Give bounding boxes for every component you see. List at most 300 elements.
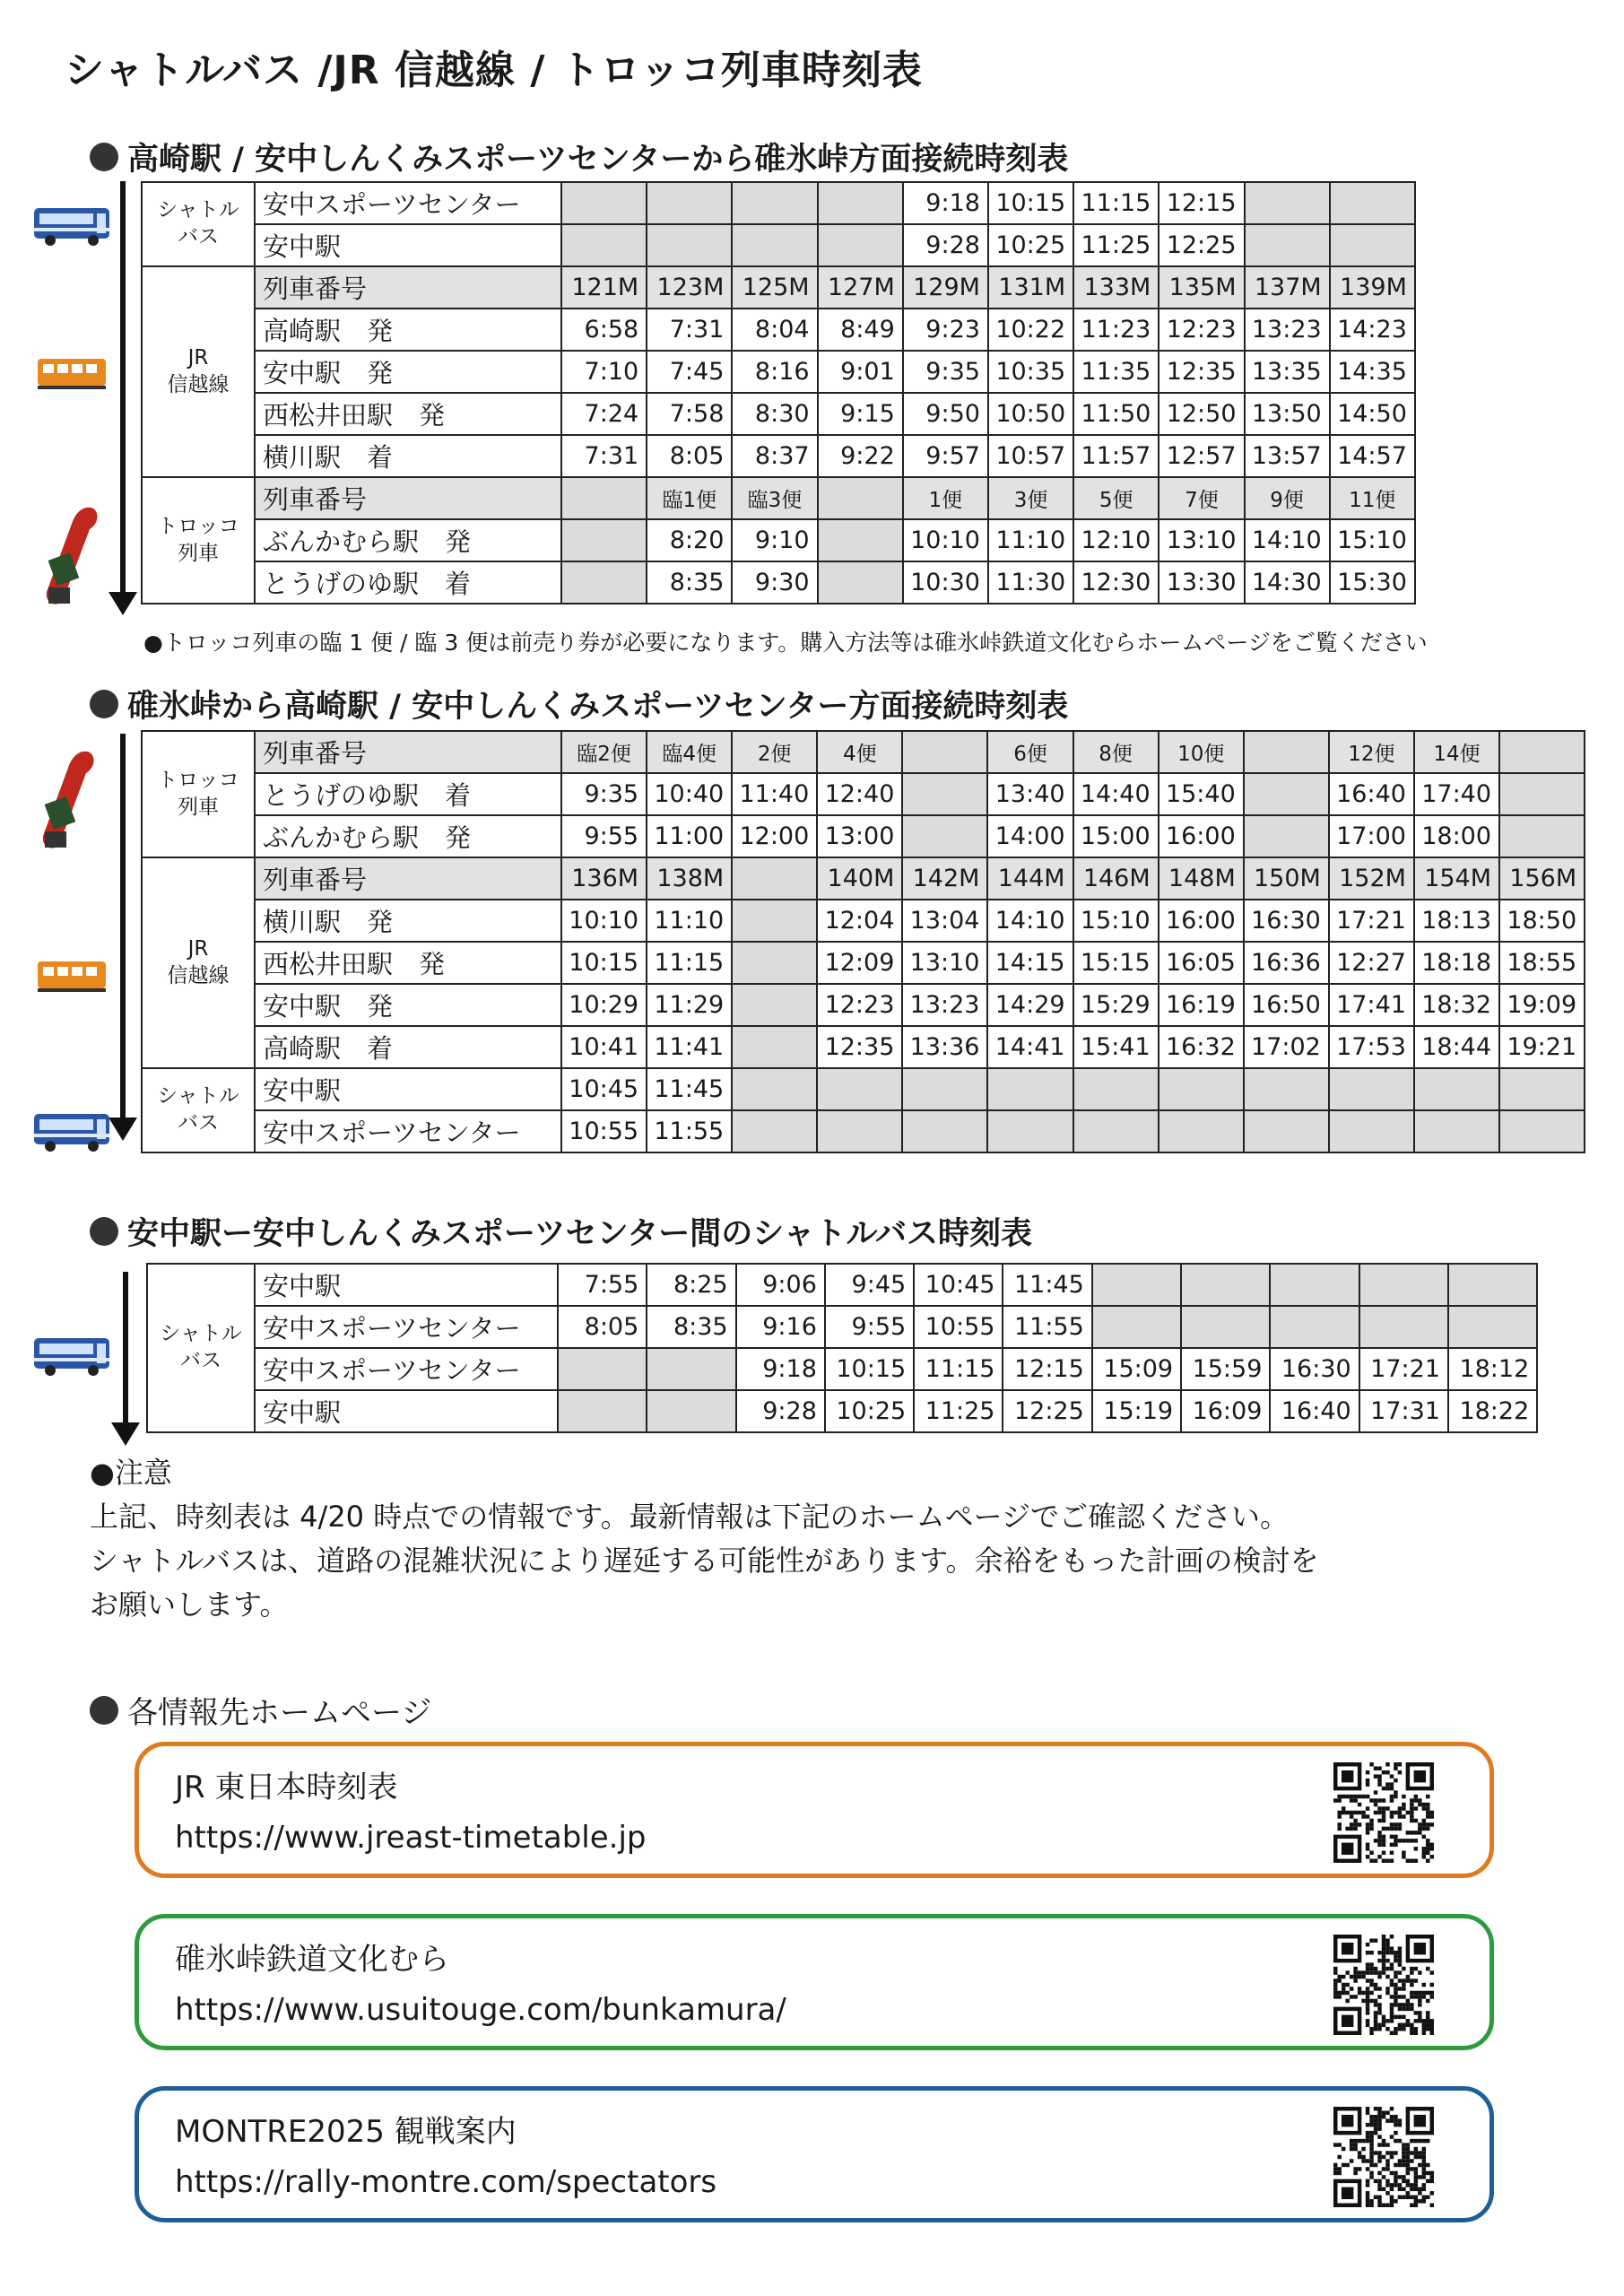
row-label: 安中駅 (255, 1390, 558, 1432)
down-arrow-line (123, 1272, 128, 1424)
bullet-icon (90, 690, 118, 718)
timetable-row (142, 266, 1415, 309)
time-cell: 11:00 (647, 815, 732, 857)
empty-cell (1329, 1068, 1414, 1110)
time-cell: 14:30 (1245, 561, 1330, 604)
empty-cell (558, 1348, 647, 1390)
time-cell: 9:06 (736, 1264, 825, 1306)
link-url[interactable]: https://www.jreast-timetable.jp (175, 1820, 647, 1856)
time-cell: 8:37 (732, 435, 817, 477)
time-cell: 16:09 (1181, 1390, 1270, 1432)
empty-cell (1073, 1110, 1159, 1152)
time-cell: 10便 (1159, 731, 1244, 773)
time-cell: 15:10 (1330, 519, 1415, 561)
empty-cell (1330, 182, 1415, 224)
time-cell: 9:57 (903, 435, 988, 477)
time-cell: 121M (561, 266, 647, 309)
time-cell: 13:23 (1245, 309, 1330, 351)
empty-cell (987, 1110, 1073, 1152)
time-cell: 13:00 (817, 815, 902, 857)
link-box-usui-bunkamura[interactable] (135, 1914, 1494, 2050)
time-cell: 9:55 (825, 1306, 914, 1348)
time-cell: 16:30 (1270, 1348, 1359, 1390)
time-cell: 11:25 (1073, 224, 1159, 266)
empty-cell (817, 1110, 902, 1152)
time-cell: 15:09 (1092, 1348, 1181, 1390)
empty-cell (1245, 182, 1330, 224)
time-cell: 11:41 (647, 1026, 732, 1068)
time-cell: 12:35 (1159, 351, 1244, 393)
time-cell: 10:35 (988, 351, 1073, 393)
time-cell: 16:36 (1244, 942, 1329, 984)
time-cell: 7:58 (647, 393, 732, 435)
link-name: 碓氷峠鉄道文化むら (175, 1942, 449, 1978)
empty-cell (1448, 1264, 1537, 1306)
empty-cell (1159, 1110, 1244, 1152)
time-cell: 11:15 (647, 942, 732, 984)
row-label: 列車番号 (255, 857, 561, 900)
time-cell: 17:41 (1329, 984, 1414, 1026)
timetable-row (147, 1306, 1537, 1348)
time-cell: 15:59 (1181, 1348, 1270, 1390)
empty-cell (1073, 1068, 1159, 1110)
empty-cell (732, 1068, 817, 1110)
row-label: 西松井田駅 発 (255, 942, 561, 984)
time-cell: 18:18 (1414, 942, 1499, 984)
down-arrow-line (120, 181, 126, 594)
links-heading-text: 各情報先ホームページ (127, 1695, 432, 1731)
time-cell: 12:50 (1159, 393, 1244, 435)
empty-cell (902, 1110, 987, 1152)
links-heading (90, 1688, 431, 1732)
time-cell: 8:35 (647, 1306, 735, 1348)
time-cell: 129M (903, 266, 988, 309)
row-label: 安中スポーツセンター (255, 1348, 558, 1390)
row-label: 安中スポーツセンター (255, 1306, 558, 1348)
time-cell: 15:30 (1330, 561, 1415, 604)
time-cell: 10:15 (988, 182, 1073, 224)
time-cell: 10:29 (561, 984, 647, 1026)
timetable-row (142, 942, 1585, 984)
time-cell: 14:41 (987, 1026, 1073, 1068)
time-cell: 14便 (1414, 731, 1499, 773)
time-cell: 16:40 (1329, 773, 1414, 815)
link-url[interactable]: https://rally-montre.com/spectators (175, 2164, 717, 2200)
bullet-icon (90, 143, 118, 171)
time-cell: 14:50 (1330, 393, 1415, 435)
time-cell: 4便 (817, 731, 902, 773)
time-cell: 10:25 (988, 224, 1073, 266)
time-cell: 19:09 (1499, 984, 1585, 1026)
section2-heading-text: 碓氷峠から高崎駅 / 安中しんくみスポーツセンター方面接続時刻表 (127, 689, 1069, 725)
empty-cell (1499, 815, 1585, 857)
time-cell: 17:40 (1414, 773, 1499, 815)
empty-cell (732, 182, 817, 224)
page-title: シャトルバス /JR 信越線 / トロッコ列車時刻表 (65, 48, 923, 93)
row-label: ぶんかむら駅 発 (255, 815, 561, 857)
empty-cell (902, 815, 987, 857)
time-cell: 10:25 (825, 1390, 914, 1432)
timetable-row (142, 773, 1585, 815)
time-cell: 2便 (732, 731, 817, 773)
time-cell: 6:58 (561, 309, 647, 351)
time-cell: 16:00 (1159, 900, 1244, 942)
time-cell: 135M (1159, 266, 1244, 309)
bullet-icon (90, 1696, 118, 1725)
empty-cell (818, 224, 903, 266)
time-cell: 11:50 (1073, 393, 1159, 435)
empty-cell (1092, 1264, 1181, 1306)
time-cell: 12:57 (1159, 435, 1244, 477)
time-cell: 8:04 (732, 309, 817, 351)
time-cell: 136M (561, 857, 647, 900)
bus-icon (32, 1335, 111, 1378)
time-cell: 11:10 (647, 900, 732, 942)
row-label: 安中駅 (255, 1264, 558, 1306)
torokko-advance-ticket-note: ●トロッコ列車の臨 1 便 / 臨 3 便は前売り券が必要になります。購入方法等は碓氷峠鉄道文化むらホームページをご覧ください (143, 630, 1428, 656)
time-cell: 11:45 (1003, 1264, 1091, 1306)
time-cell: 12:04 (817, 900, 902, 942)
down-arrow-icon (109, 592, 137, 615)
time-cell: 7:45 (647, 351, 732, 393)
empty-cell (647, 224, 732, 266)
time-cell: 16:32 (1159, 1026, 1244, 1068)
empty-cell (561, 477, 647, 519)
time-cell: 9:45 (825, 1264, 914, 1306)
empty-cell (561, 182, 647, 224)
notice-heading: ●注意 (90, 1456, 172, 1490)
time-cell: 13:35 (1245, 351, 1330, 393)
time-cell: 臨1便 (647, 477, 732, 519)
time-cell: 14:23 (1330, 309, 1415, 351)
group-label: JR 信越線 (142, 857, 255, 1068)
time-cell: 12:00 (732, 815, 817, 857)
time-cell: 14:00 (987, 815, 1073, 857)
time-cell: 12:09 (817, 942, 902, 984)
time-cell: 11:55 (647, 1110, 732, 1152)
time-cell: 10:55 (914, 1306, 1003, 1348)
empty-cell (732, 224, 817, 266)
empty-cell (1359, 1306, 1448, 1348)
row-label: 列車番号 (255, 731, 561, 773)
qr-code-icon[interactable] (1333, 1762, 1434, 1863)
time-cell: 18:55 (1499, 942, 1585, 984)
timetable-row (142, 182, 1415, 224)
time-cell: 8:20 (647, 519, 732, 561)
time-cell: 7:31 (647, 309, 732, 351)
empty-cell (818, 182, 903, 224)
notice-line: 上記、時刻表は 4/20 時点での情報です。最新情報は下記のホームページでご確認ください。 (90, 1500, 1290, 1534)
empty-cell (1244, 1068, 1329, 1110)
time-cell: 154M (1414, 857, 1499, 900)
time-cell: 10:15 (561, 942, 647, 984)
time-cell: 144M (987, 857, 1073, 900)
row-label: 安中駅 (255, 1068, 561, 1110)
time-cell: 5便 (1073, 477, 1159, 519)
time-cell: 10:41 (561, 1026, 647, 1068)
link-url[interactable]: https://www.usuitouge.com/bunkamura/ (175, 1992, 786, 2028)
qr-code-icon[interactable] (1333, 2107, 1434, 2207)
time-cell: 13:50 (1245, 393, 1330, 435)
time-cell: 152M (1329, 857, 1414, 900)
time-cell: 13:10 (902, 942, 987, 984)
time-cell: 16:30 (1244, 900, 1329, 942)
time-cell: 8:25 (647, 1264, 735, 1306)
time-cell: 8:35 (647, 561, 732, 604)
time-cell: 6便 (987, 731, 1073, 773)
time-cell: 16:19 (1159, 984, 1244, 1026)
time-cell: 10:45 (914, 1264, 1003, 1306)
time-cell: 10:30 (903, 561, 988, 604)
time-cell: 11:45 (647, 1068, 732, 1110)
timetable-row (142, 1026, 1585, 1068)
down-arrow-line (120, 734, 126, 1119)
time-cell: 10:45 (561, 1068, 647, 1110)
time-cell: 9便 (1245, 477, 1330, 519)
row-label: 列車番号 (255, 477, 561, 519)
timetable-row (147, 1390, 1537, 1432)
time-cell: 7:24 (561, 393, 647, 435)
time-cell: 9:10 (732, 519, 817, 561)
time-cell: 11:23 (1073, 309, 1159, 351)
timetable-row (142, 435, 1415, 477)
time-cell: 9:28 (736, 1390, 825, 1432)
notice-line: お願いします。 (90, 1587, 289, 1622)
time-cell: 14:15 (987, 942, 1073, 984)
torokko-train-icon (36, 502, 108, 610)
timetable-row (142, 477, 1415, 519)
empty-cell (1499, 1110, 1585, 1152)
time-cell: 17:00 (1329, 815, 1414, 857)
time-cell: 14:10 (987, 900, 1073, 942)
time-cell: 14:35 (1330, 351, 1415, 393)
timetable-row (142, 519, 1415, 561)
time-cell: 146M (1073, 857, 1159, 900)
time-cell: 133M (1073, 266, 1159, 309)
time-cell: 7:31 (561, 435, 647, 477)
timetable-row (142, 393, 1415, 435)
group-label: トロッコ 列車 (142, 477, 255, 604)
empty-cell (1499, 1068, 1585, 1110)
time-cell: 12:23 (817, 984, 902, 1026)
time-cell: 10:10 (561, 900, 647, 942)
link-box-jr-east[interactable] (135, 1742, 1494, 1878)
empty-cell (1244, 815, 1329, 857)
time-cell: 10:50 (988, 393, 1073, 435)
time-cell: 11:35 (1073, 351, 1159, 393)
time-cell: 14:29 (987, 984, 1073, 1026)
empty-cell (1181, 1306, 1270, 1348)
time-cell: 18:44 (1414, 1026, 1499, 1068)
timetable-row (142, 224, 1415, 266)
row-label: 安中駅 (255, 224, 561, 266)
empty-cell (1245, 224, 1330, 266)
time-cell: 10:15 (825, 1348, 914, 1390)
empty-cell (1159, 1068, 1244, 1110)
time-cell: 13:23 (902, 984, 987, 1026)
link-name: MONTRE2025 観戦案内 (175, 2114, 517, 2150)
time-cell: 12:10 (1073, 519, 1159, 561)
time-cell: 14:40 (1073, 773, 1159, 815)
group-label: JR 信越線 (142, 266, 255, 477)
time-cell: 15:41 (1073, 1026, 1159, 1068)
empty-cell (818, 561, 903, 604)
time-cell: 10:57 (988, 435, 1073, 477)
row-label: 高崎駅 着 (255, 1026, 561, 1068)
empty-cell (1329, 1110, 1414, 1152)
empty-cell (647, 182, 732, 224)
bus-icon (32, 204, 111, 248)
time-cell: 17:31 (1359, 1390, 1448, 1432)
time-cell: 9:35 (903, 351, 988, 393)
time-cell: 12:27 (1329, 942, 1414, 984)
time-cell: 11:10 (988, 519, 1073, 561)
time-cell: 9:22 (818, 435, 903, 477)
time-cell: 3便 (988, 477, 1073, 519)
time-cell: 18:13 (1414, 900, 1499, 942)
time-cell: 16:40 (1270, 1390, 1359, 1432)
time-cell: 11:55 (1003, 1306, 1091, 1348)
empty-cell (1448, 1306, 1537, 1348)
link-box-montre[interactable] (135, 2086, 1494, 2222)
time-cell: 16:05 (1159, 942, 1244, 984)
timetable-row (142, 309, 1415, 351)
time-cell: 10:55 (561, 1110, 647, 1152)
time-cell: 15:10 (1073, 900, 1159, 942)
time-cell: 17:21 (1359, 1348, 1448, 1390)
row-label: 列車番号 (255, 266, 561, 309)
time-cell: 8:30 (732, 393, 817, 435)
time-cell: 13:04 (902, 900, 987, 942)
time-cell: 18:32 (1414, 984, 1499, 1026)
time-cell: 18:00 (1414, 815, 1499, 857)
time-cell: 15:19 (1092, 1390, 1181, 1432)
time-cell: 8:05 (647, 435, 732, 477)
time-cell: 7:55 (558, 1264, 647, 1306)
timetable-row (142, 815, 1585, 857)
time-cell: 12:30 (1073, 561, 1159, 604)
time-cell: 12:23 (1159, 309, 1244, 351)
section3-heading-text: 安中駅ー安中しんくみスポーツセンター間のシャトルバス時刻表 (127, 1216, 1033, 1252)
empty-cell (561, 519, 647, 561)
time-cell: 10:40 (647, 773, 732, 815)
time-cell: 17:53 (1329, 1026, 1414, 1068)
empty-cell (902, 731, 987, 773)
time-cell: 11:40 (732, 773, 817, 815)
empty-cell (1414, 1068, 1499, 1110)
empty-cell (732, 857, 817, 900)
qr-code-icon[interactable] (1333, 1935, 1434, 2035)
time-cell: 臨3便 (732, 477, 817, 519)
time-cell: 7:10 (561, 351, 647, 393)
empty-cell (1499, 731, 1585, 773)
time-cell: 148M (1159, 857, 1244, 900)
time-cell: 16:50 (1244, 984, 1329, 1026)
empty-cell (561, 224, 647, 266)
time-cell: 13:36 (902, 1026, 987, 1068)
group-label: トロッコ 列車 (142, 731, 255, 857)
empty-cell (732, 942, 817, 984)
empty-cell (1414, 1110, 1499, 1152)
time-cell: 18:22 (1448, 1390, 1537, 1432)
timetable-row (142, 561, 1415, 604)
empty-cell (732, 1110, 817, 1152)
empty-cell (561, 561, 647, 604)
time-cell: 8:05 (558, 1306, 647, 1348)
time-cell: 9:15 (818, 393, 903, 435)
jr-train-icon (36, 958, 108, 997)
timetable-row (142, 984, 1585, 1026)
time-cell: 11:15 (914, 1348, 1003, 1390)
timetable-row (142, 731, 1585, 773)
down-arrow-icon (111, 1422, 140, 1446)
empty-cell (1359, 1264, 1448, 1306)
empty-cell (1244, 1110, 1329, 1152)
time-cell: 14:10 (1245, 519, 1330, 561)
empty-cell (987, 1068, 1073, 1110)
time-cell: 11:29 (647, 984, 732, 1026)
time-cell: 8便 (1073, 731, 1159, 773)
timetable-row (142, 1110, 1585, 1152)
empty-cell (1499, 773, 1585, 815)
time-cell: 9:16 (736, 1306, 825, 1348)
time-cell: 11:30 (988, 561, 1073, 604)
time-cell: 臨4便 (647, 731, 732, 773)
time-cell: 12:40 (817, 773, 902, 815)
time-cell: 13:57 (1245, 435, 1330, 477)
time-cell: 140M (817, 857, 902, 900)
section2-heading (90, 682, 1068, 726)
time-cell: 17:21 (1329, 900, 1414, 942)
time-cell: 127M (818, 266, 903, 309)
time-cell: 15:00 (1073, 815, 1159, 857)
time-cell: 13:10 (1159, 519, 1244, 561)
time-cell: 131M (988, 266, 1073, 309)
time-cell: 12:15 (1159, 182, 1244, 224)
empty-cell (1244, 731, 1329, 773)
time-cell: 12:25 (1003, 1390, 1091, 1432)
bullet-icon (90, 1217, 118, 1246)
empty-cell (732, 984, 817, 1026)
time-cell: 9:28 (903, 224, 988, 266)
time-cell: 123M (647, 266, 732, 309)
section3-heading (90, 1209, 1032, 1254)
time-cell: 13:40 (987, 773, 1073, 815)
empty-cell (1181, 1264, 1270, 1306)
empty-cell (647, 1348, 735, 1390)
bus-icon (32, 1110, 111, 1153)
time-cell: 142M (902, 857, 987, 900)
group-label: シャトル バス (142, 182, 255, 266)
time-cell: 9:50 (903, 393, 988, 435)
empty-cell (1092, 1306, 1181, 1348)
notice-line: シャトルバスは、道路の混雑状況により遅延する可能性があります。余裕をもった計画の検討を (90, 1544, 1319, 1578)
empty-cell (818, 519, 903, 561)
timetable-row (142, 857, 1585, 900)
group-label: シャトル バス (147, 1264, 255, 1432)
row-label: 西松井田駅 発 (255, 393, 561, 435)
empty-cell (818, 477, 903, 519)
section1-heading-text: 高崎駅 / 安中しんくみスポーツセンターから碓氷峠方面接続時刻表 (127, 142, 1069, 178)
row-label: とうげのゆ駅 着 (255, 773, 561, 815)
time-cell: 125M (732, 266, 817, 309)
time-cell: 1便 (903, 477, 988, 519)
time-cell: 9:18 (736, 1348, 825, 1390)
time-cell: 9:18 (903, 182, 988, 224)
time-cell: 8:49 (818, 309, 903, 351)
link-name: JR 東日本時刻表 (175, 1770, 398, 1805)
torokko-train-icon (32, 746, 104, 854)
